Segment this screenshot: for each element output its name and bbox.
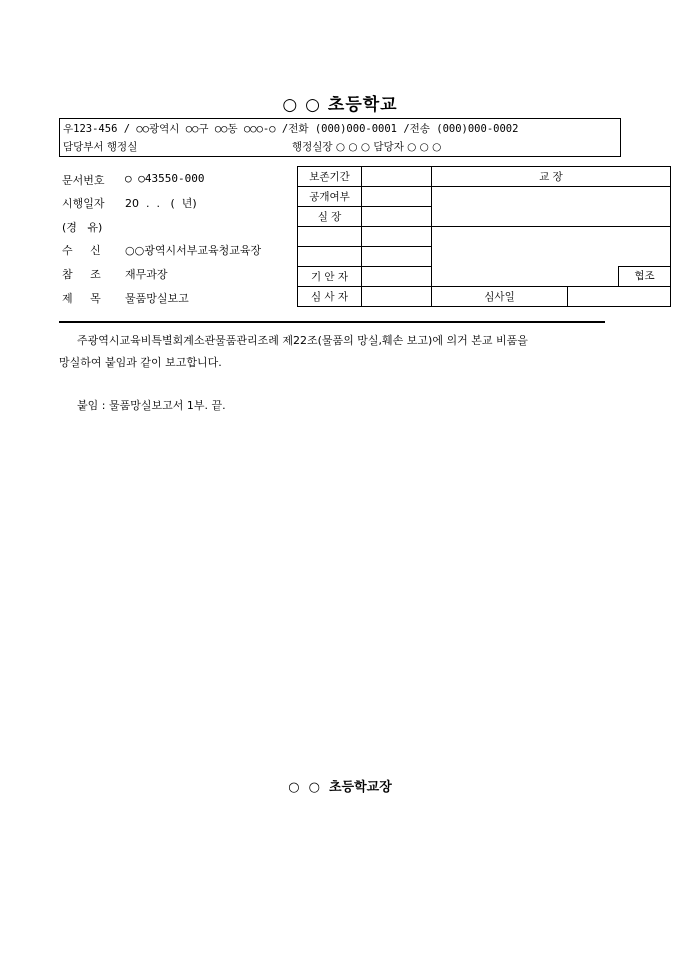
cooperation-area [432,227,671,287]
review-date-label: 심사일 [432,287,568,307]
reviewer-cell [362,287,432,307]
blank-label-1 [298,227,362,247]
department: 담당부서 행정실 [63,141,138,153]
disclosure-cell [362,187,432,207]
date-label: 시행일자 [62,197,105,210]
attachment-line: 붙임 : 물품망실보고서 1부. 끝. [77,399,226,412]
drafter-cell [362,267,432,287]
blank-label-2 [298,247,362,267]
retention-cell [362,167,432,187]
header-info-box [59,118,621,157]
principal-signature-cell [432,187,671,227]
disclosure-label: 공개여부 [298,187,362,207]
date-value: 20 . . ( 년) [125,197,197,210]
staff-line: 행정실장 ○ ○ ○ 담당자 ○ ○ ○ [292,141,442,153]
reference-value: 재무과장 [125,268,168,281]
recipient-label: 수 신 [62,244,101,257]
subject-label: 제 목 [62,292,101,305]
section-chief-label: 실 장 [298,207,362,227]
doc-number-value: ○ ○43550-000 [125,172,205,185]
recipient-value: ○○광역시서부교육청교육장 [125,244,262,257]
reviewer-label: 심 사 자 [298,287,362,307]
principal-signature: ○ ○ 초등학교장 [288,780,392,795]
address-line: 우123-456 / ○○광역시 ○○구 ○○동 ○○○-○ /전화 (000)000-0001 /전송 (000)000-0002 [63,123,519,135]
principal-label: 교 장 [432,167,671,187]
review-date-cell [568,287,671,307]
subject-value: 물품망실보고 [125,292,189,305]
divider-rule [59,321,605,323]
via-label: (경 유) [62,221,103,234]
blank-cell-1 [362,227,432,247]
drafter-label: 기 안 자 [298,267,362,287]
retention-label: 보존기간 [298,167,362,187]
blank-cell-2 [362,247,432,267]
reference-label: 참 조 [62,268,101,281]
doc-number-label: 문서번호 [62,174,105,187]
document-title: ○ ○ 초등학교 [282,95,398,115]
body-paragraph-line2: 망실하여 붙임과 같이 보고합니다. [59,356,222,369]
cooperation-label: 협조 [618,266,670,286]
approval-table [297,166,671,307]
body-paragraph-line1: 주광역시교육비특별회계소관물품관리조례 제22조(물품의 망실,훼손 보고)에 의거 본교 비품을 [77,334,528,347]
section-chief-cell [362,207,432,227]
